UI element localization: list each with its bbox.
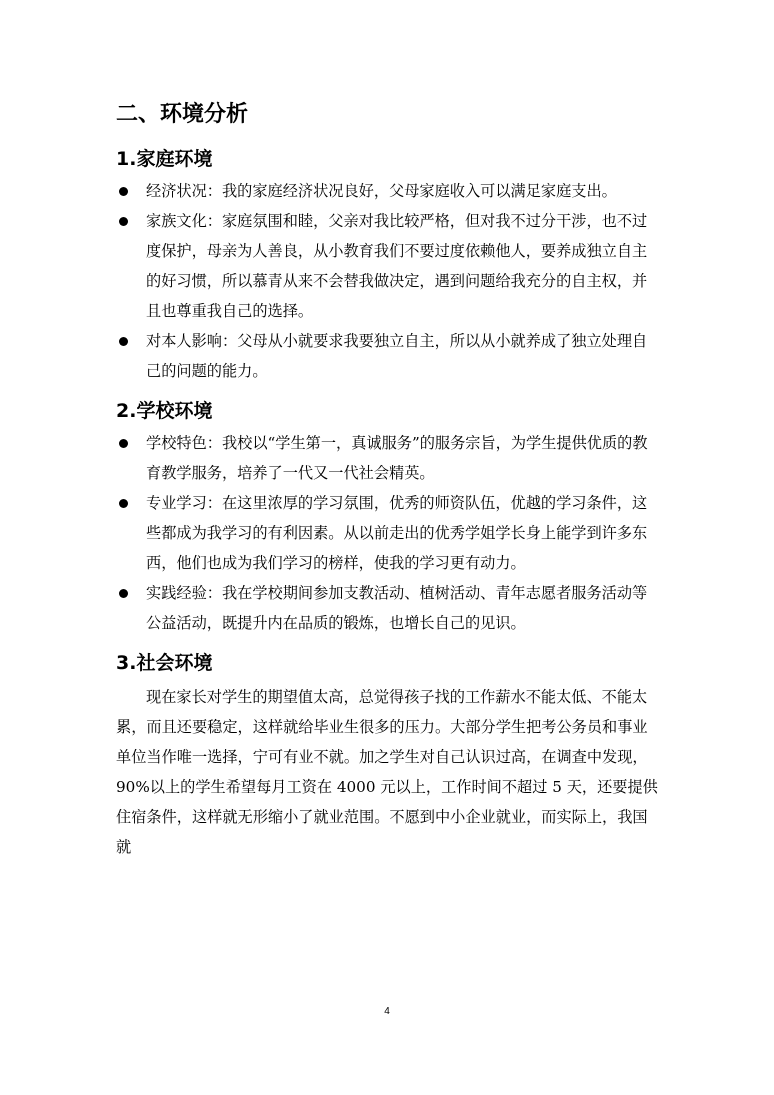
- subheading-school-environment: 2.学校环境: [116, 400, 213, 422]
- section-heading-environment-analysis: 二、环境分析: [116, 102, 249, 127]
- list-item-text: 经济状况：我的家庭经济状况良好，父母家庭收入可以满足家庭支出。: [146, 182, 617, 200]
- list-item: [116, 428, 661, 488]
- subheading-family-environment: 1.家庭环境: [116, 148, 213, 170]
- school-bullet-list: [116, 428, 661, 638]
- bullet-icon: [119, 499, 128, 508]
- list-item-text: 实践经验：我在学校期间参加支教活动、植树活动、青年志愿者服务活动等公益活动，既提升内在品质的锻炼，也增长自己的见识。: [146, 584, 648, 632]
- bullet-icon: [119, 337, 128, 346]
- list-item: [116, 488, 661, 578]
- list-item: [116, 206, 661, 326]
- list-item-text: 学校特色：我校以“学生第一，真诚服务”的服务宗旨，为学生提供优质的教育教学服务，培养了一代又一代社会精英。: [146, 434, 648, 482]
- list-item-text: 家族文化：家庭氛围和睦，父亲对我比较严格，但对我不过分干涉，也不过度保护，母亲为人善良，从小教育我们不要过度依赖他人，要养成独立自主的好习惯，所以慕青从来不会替我做决定，遇到问题给我充分的自主权，并且也尊重我自己的选择。: [146, 212, 648, 320]
- bullet-icon: [119, 217, 128, 226]
- list-item: [116, 326, 661, 386]
- bullet-icon: [119, 439, 128, 448]
- family-bullet-list: [116, 176, 661, 386]
- bullet-icon: [119, 589, 128, 598]
- list-item: [116, 578, 661, 638]
- social-environment-paragraph: 现在家长对学生的期望值太高，总觉得孩子找的工作薪水不能太低、不能太累，而且还要稳定，这样就给毕业生很多的压力。大部分学生把考公务员和事业单位当作唯一选择，宁可有业不就。加之学生对自己认识过高，在调查中发现，90%以上的学生希望每月工资在 4000 元以上，工作时间不超过 5 天，还要提供住宿条件，这样就无形缩小了就业范围。不愿到中小企业就业，而实际上，我国就: [116, 688, 658, 856]
- list-item-text: 对本人影响：父母从小就要求我要独立自主，所以从小就养成了独立处理自己的问题的能力。: [146, 332, 648, 380]
- bullet-icon: [119, 187, 128, 196]
- page-number: 4: [384, 1006, 390, 1017]
- list-item: [116, 176, 661, 206]
- list-item-text: 专业学习：在这里浓厚的学习氛围，优秀的师资队伍，优越的学习条件，这些都成为我学习的有利因素。从以前走出的优秀学姐学长身上能学到许多东西，他们也成为我们学习的榜样，使我的学习更有动力。: [146, 494, 648, 572]
- subheading-social-environment: 3.社会环境: [116, 652, 213, 674]
